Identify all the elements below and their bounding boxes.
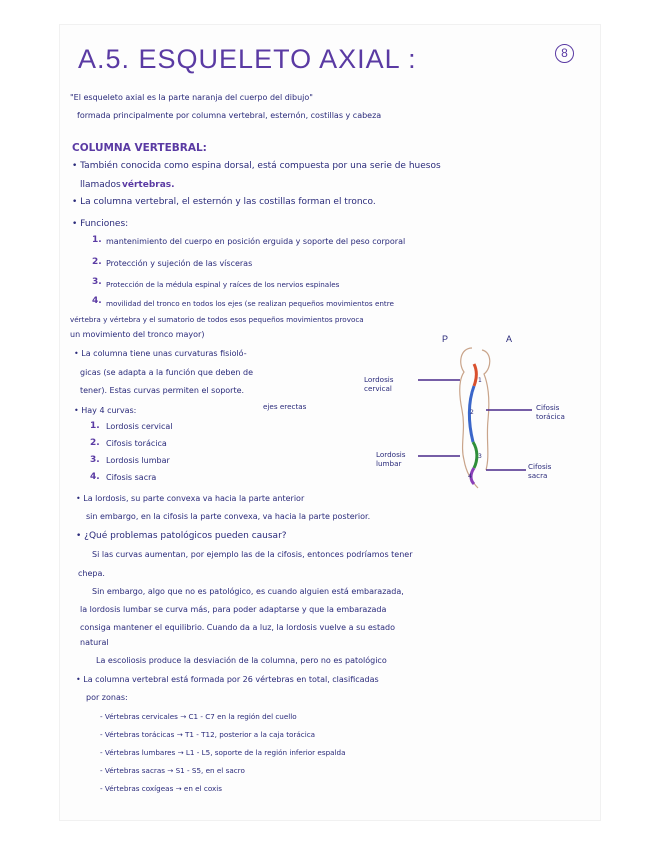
label-cifosis-toracica: Cifosis torácica (536, 403, 565, 421)
list-item: Protección de la médula espinal y raíces de los nervios espinales (106, 280, 340, 289)
label-lordosis-lumbar: Lordosis lumbar (376, 450, 406, 468)
spine-number: 1 (478, 377, 482, 384)
list-item: mantenimiento del cuerpo en posición erguida y soporte del peso corporal (106, 237, 406, 246)
page-number: 8 (555, 44, 574, 63)
text-line: • Hay 4 curvas: (74, 406, 137, 415)
list-item: Cifosis sacra (106, 473, 157, 482)
list-number: 3. (90, 455, 100, 465)
list-number: 1. (90, 421, 100, 431)
text-line: • La columna vertebral está formada por 26 vértebras en total, clasificadas (76, 675, 379, 684)
list-number: 3. (92, 277, 102, 287)
list-number: 2. (92, 257, 102, 267)
label-lordosis-cervical: Lordosis cervical (364, 375, 394, 393)
intro-line-2: formada principalmente por columna vertebral, esternón, costillas y cabeza (77, 111, 382, 120)
spine-number: 3 (478, 453, 482, 460)
label-anterior: A (506, 334, 513, 344)
vertebra-row: - Vértebras cervicales → C1 - C7 en la región del cuello (100, 712, 297, 721)
list-number: 4. (90, 472, 100, 482)
list-number: 2. (90, 438, 100, 448)
text-line: La escoliosis produce la desviación de la columna, pero no es patológico (96, 656, 387, 665)
text-line: • La columna tiene unas curvaturas fisioló- (74, 349, 247, 358)
vertebra-row: - Vértebras coxígeas → en el coxis (100, 784, 222, 793)
text-line: • La lordosis, su parte convexa va hacia la parte anterior (76, 494, 305, 503)
list-item: vértebra y vértebra y el sumatorio de todos esos pequeños movimientos provoca (70, 315, 364, 324)
text-line: • La columna vertebral, el esternón y las costillas forman el tronco. (72, 197, 376, 207)
list-item: Cifosis torácica (106, 439, 167, 448)
intro-line-1: "El esqueleto axial es la parte naranja del cuerpo del dibujo" (70, 93, 313, 102)
label-cifosis-sacra: Cifosis sacra (528, 462, 552, 480)
text-line: sin embargo, en la cifosis la parte convexa, va hacia la parte posterior. (86, 512, 371, 521)
text-line: Sin embargo, algo que no es patológico, es cuando alguien está embarazada, (92, 587, 404, 596)
text-line: tener). Estas curvas permiten el soporte. (80, 386, 245, 395)
vertebra-row: - Vértebras lumbares → L1 - L5, soporte de la región inferior espalda (100, 748, 346, 757)
text-line: chepa. (78, 569, 105, 578)
text-line: llamados (80, 180, 121, 190)
text-line: • Funciones: (72, 219, 129, 229)
text-line: Si las curvas aumentan, por ejemplo las de la cifosis, entonces podríamos tener (92, 550, 413, 559)
vertebra-row: - Vértebras sacras → S1 - S5, en el sacro (100, 766, 245, 775)
text-line: gicas (se adapta a la función que deben de (80, 368, 254, 377)
list-item: Lordosis lumbar (106, 456, 170, 465)
text-line: natural (80, 638, 109, 647)
text-line: la lordosis lumbar se curva más, para poder adaptarse y que la embarazada (80, 605, 387, 614)
list-number: 1. (92, 235, 102, 245)
section-heading: COLUMNA VERTEBRAL: (72, 142, 207, 154)
text-line: • También conocida como espina dorsal, está compuesta por una serie de huesos (72, 161, 441, 171)
list-number: 4. (92, 296, 102, 306)
text-line: consiga mantener el equilibrio. Cuando da a luz, la lordosis vuelve a su estado (80, 623, 395, 632)
spine-number: 4 (468, 473, 472, 480)
list-item: movilidad del tronco en todos los ejes (se realizan pequeños movimientos entre (106, 299, 394, 308)
text-line: por zonas: (86, 693, 128, 702)
list-item: un movimiento del tronco mayor) (70, 330, 205, 339)
label-posterior: P (442, 334, 449, 344)
spine-number: 2 (470, 409, 474, 416)
text-line: • ¿Qué problemas patológicos pueden causar? (76, 531, 287, 541)
lumbar-segment (473, 442, 477, 468)
cervical-segment (474, 364, 476, 386)
page-title: A.5. ESQUELETO AXIAL : (78, 44, 417, 74)
keyword-vertebras: vértebras. (122, 180, 175, 190)
annotation: ejes erectas (263, 402, 307, 411)
vertebra-row: - Vértebras torácicas → T1 - T12, posterior a la caja torácica (100, 730, 316, 739)
list-item: Lordosis cervical (106, 422, 173, 431)
list-item: Protección y sujeción de las vísceras (106, 259, 253, 268)
